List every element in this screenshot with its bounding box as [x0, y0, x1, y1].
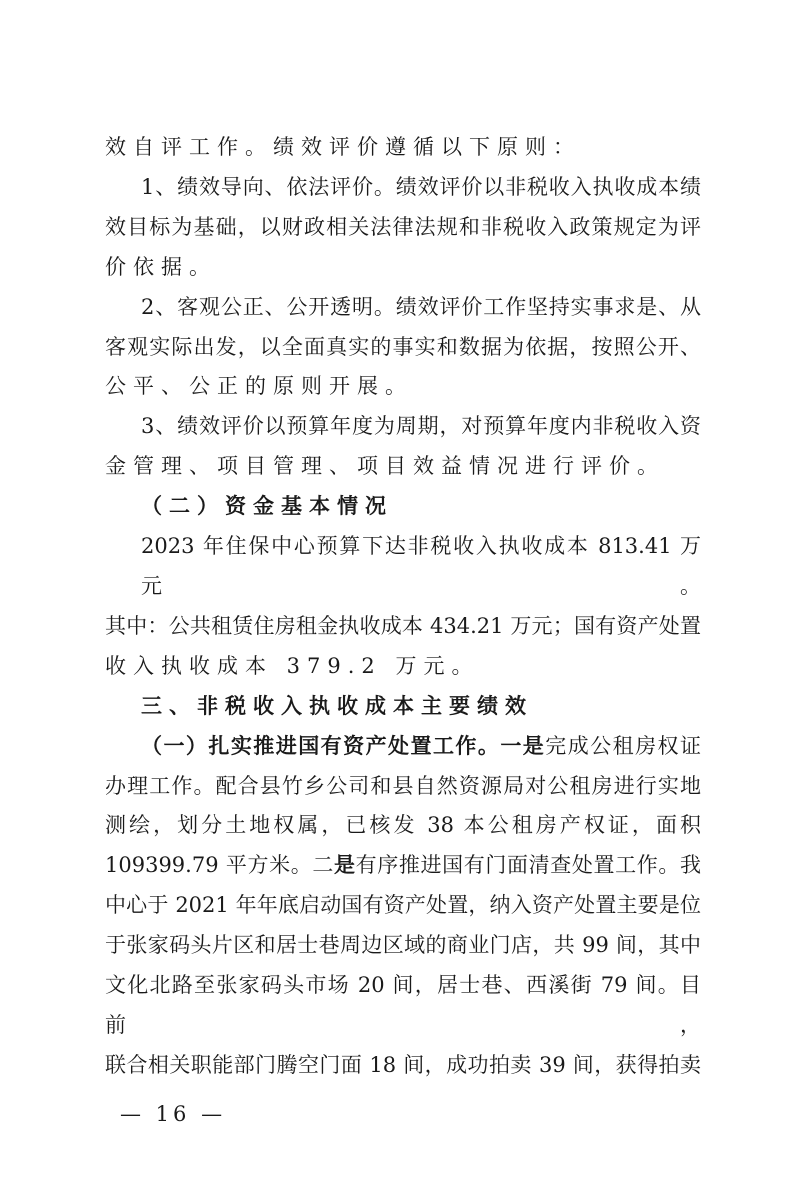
paragraph-line	[105, 607, 701, 647]
text: 金管理、项目管理、项目效益情况进行评价。	[105, 454, 665, 479]
paragraph-line	[105, 926, 701, 966]
paragraph-line	[105, 647, 701, 687]
paragraph-line	[105, 966, 701, 1046]
text: 测绘，划分土地权属，已核发 38 本公租房产权证，面积	[105, 813, 701, 838]
text: 2、客观公正、公开透明。绩效评价工作坚持实事求是、从	[141, 294, 701, 319]
principle-3	[105, 407, 701, 447]
bold-text: 是	[334, 853, 356, 878]
paragraph-line	[105, 208, 701, 248]
text: 公平、公正的原则开展。	[105, 374, 413, 399]
text: 中心于 2021 年年底启动国有资产处置，纳入资产处置主要是位	[105, 893, 701, 918]
paragraph-line	[105, 767, 701, 807]
paragraph-line	[105, 886, 701, 926]
paragraph-line	[105, 727, 701, 767]
text: 效自评工作。绩效评价遵循以下原则：	[105, 135, 581, 159]
section-heading-performance	[105, 687, 701, 727]
text: 价依据。	[105, 254, 217, 279]
principle-2	[105, 288, 701, 328]
paragraph-line	[105, 367, 701, 407]
principle-1	[105, 168, 701, 208]
text: 收入执收成本 379.2 万元。	[105, 653, 480, 678]
document-body	[105, 0, 701, 1086]
text: 3、绩效评价以预算年度为周期，对预算年度内非税收入资	[141, 414, 701, 439]
text: 109399.79 平方米。二	[105, 853, 334, 878]
heading-text: 三、非税收入执收成本主要绩效	[141, 693, 533, 718]
section-heading-funds	[105, 487, 701, 527]
text: 其中：公共租赁住房租金执收成本 434.21 万元；国有资产处置	[105, 613, 701, 638]
text: 2023 年住保中心预算下达非税收入执收成本 813.41 万元。	[141, 534, 701, 598]
text: 效目标为基础，以财政相关法律法规和非税收入政策规定为评	[105, 214, 701, 239]
paragraph-line	[105, 248, 701, 288]
paragraph-line	[105, 128, 701, 168]
text: 完成公租房权证	[545, 733, 701, 758]
paragraph-line	[105, 527, 701, 607]
text: 办理工作。配合县竹乡公司和县自然资源局对公租房进行实地	[105, 773, 701, 798]
text: 于张家码头片区和居士巷周边区域的商业门店，共 99 间，其中	[105, 933, 701, 958]
subheading-text: （一）扎实推进国有资产处置工作。一是	[141, 733, 546, 758]
text: 1、绩效导向、依法评价。绩效评价以非税收入执收成本绩	[141, 174, 701, 199]
heading-text: （二）资金基本情况	[141, 494, 393, 519]
paragraph-line	[105, 846, 701, 886]
text: 联合相关职能部门腾空门面 18 间，成功拍卖 39 间，获得拍卖	[105, 1052, 701, 1077]
paragraph-line	[105, 806, 701, 846]
text: 文化北路至张家码头市场 20 间，居士巷、西溪街 79 间。目前，	[105, 973, 701, 1037]
text: 客观实际出发，以全面真实的事实和数据为依据，按照公开、	[105, 334, 701, 359]
page-number: — 16 —	[120, 1101, 227, 1126]
text: 有序推进国有门面清查处置工作。我	[355, 853, 701, 878]
paragraph-line	[105, 328, 701, 368]
paragraph-line	[105, 447, 701, 487]
paragraph-line	[105, 1046, 701, 1086]
